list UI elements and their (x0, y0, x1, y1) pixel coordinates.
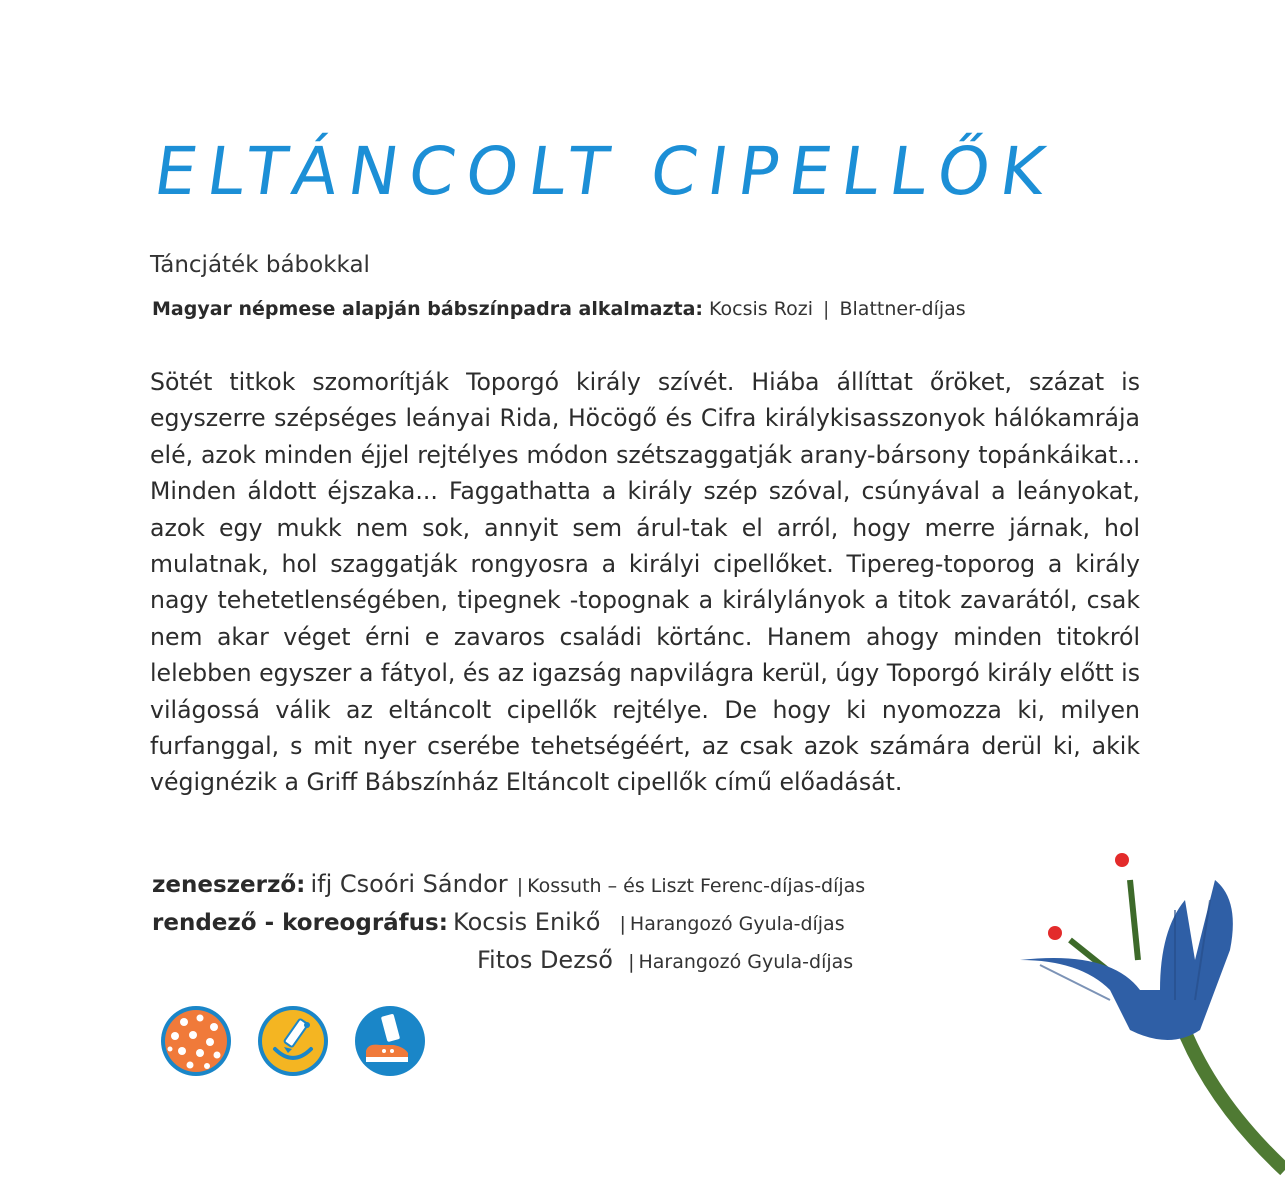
puppet-shoe-icon (354, 1005, 426, 1077)
director-name-2: Fitos Dezső (477, 946, 613, 974)
director-award-1: Harangozó Gyula-díjas (629, 913, 845, 935)
director-award-2: Harangozó Gyula-díjas (638, 951, 854, 973)
director-separator-1: | (619, 913, 626, 935)
director-name-1: Kocsis Enikő (453, 908, 601, 936)
composer-name: ifj Csoóri Sándor (310, 870, 508, 898)
dotted-ball-icon (160, 1005, 232, 1077)
page-title: ELTÁNCOLT CIPELLŐK (149, 133, 1061, 210)
adaptation-credit (152, 298, 966, 320)
composer-separator: | (516, 875, 524, 897)
subtitle: Táncjáték bábokkal (150, 252, 370, 278)
composer-award: Kossuth – és Liszt Ferenc-díjas-díjas (527, 875, 866, 897)
tulip-illustration (1010, 840, 1285, 1200)
story-description: Sötét titkok szomorítják Toporgó király szívét. Hiába állíttat őröket, százat is egyszerre szépséges leányai Rida, Höcögő és Cifra királykisasszonyok hálókamrája elé, azok minden éjjel rejtélyes módon szétszaggatják arany-bársony topánkáikat... Minden áldott éjszaka... Faggathatta a király szép szóval, csúnyával a leányokat, azok egy mukk nem sok, annyit sem árul-tak el arról, hogy merre járnak, hol mulatnak, hol szaggatják rongyosra a királyi cipellőket. Tipereg-toporog a király nagy tehetetlenségében, tipegnek -topognak a királylányok a titok zavarától, csak nem akar véget érni e zavaros családi körtánc. Hanem ahogy minden titokról lelebben egyszer a fátyol, és az igazság napvilágra kerül, úgy Toporgó király előtt is világossá válik az eltáncolt cipellők rejtélye. De hogy ki nyomozza ki, milyen furfanggal, s mit nyer cserébe tehetségéért, az csak azok számára derül ki, akik végignézik a Griff Bábszínház Eltáncolt cipellők című előadását. (150, 368, 1140, 797)
director-credit (152, 908, 845, 936)
director-credit-2 (477, 946, 853, 974)
composer-credit (152, 870, 865, 898)
composer-role: zeneszerző: (152, 872, 306, 898)
adaptation-label: Magyar népmese alapján bábszínpadra alkalmazta: (152, 298, 703, 320)
director-role: rendező - koreográfus: (152, 910, 448, 936)
painting-face-icon (257, 1005, 329, 1077)
adaptation-name: Kocsis Rozi (709, 298, 813, 320)
adaptation-separator: | (823, 298, 830, 320)
director-separator-2: | (628, 951, 635, 973)
adaptation-award: Blattner-díjas (839, 298, 966, 320)
